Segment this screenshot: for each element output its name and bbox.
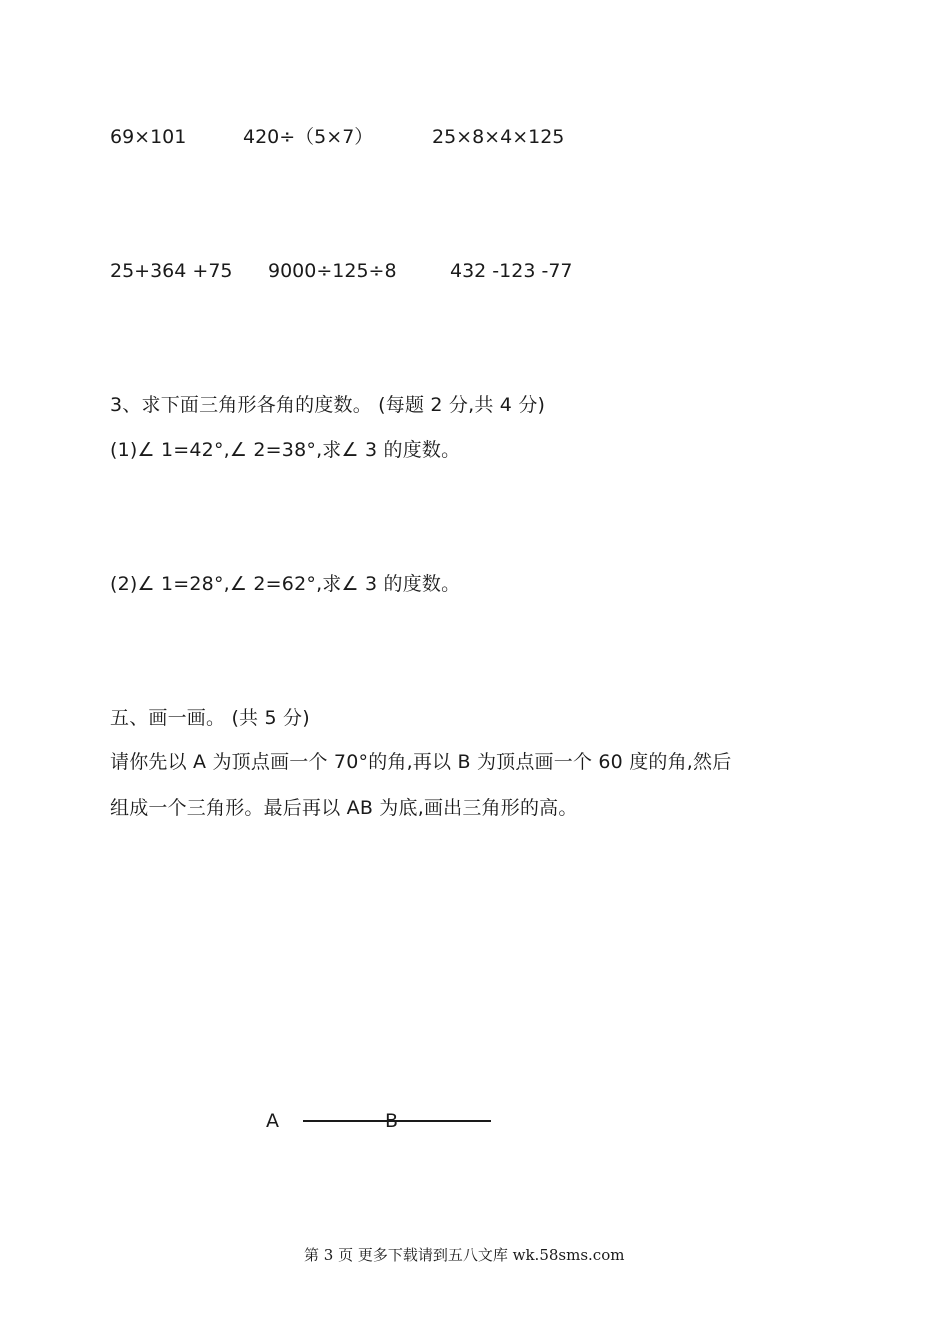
calc-expression: 9000÷125÷8 <box>268 260 397 282</box>
section-5-title: 五、画一画。 (共 5 分) <box>110 707 310 729</box>
page-footer: 第 3 页 更多下载请到五八文库 wk.58sms.com <box>304 1246 625 1264</box>
calc-expression: 432 -123 -77 <box>450 260 573 282</box>
section-3-title: 3、求下面三角形各角的度数。 (每题 2 分,共 4 分) <box>110 394 546 416</box>
instruction-line-1: 请你先以 A 为顶点画一个 70°的角,再以 B 为顶点画一个 60 度的角,然后 <box>110 751 732 773</box>
question-1: (1)∠ 1=42°,∠ 2=38°,求∠ 3 的度数。 <box>110 439 461 461</box>
calc-expression: 25+364 +75 <box>110 260 233 282</box>
calc-expression: 69×101 <box>110 126 187 148</box>
question-2: (2)∠ 1=28°,∠ 2=62°,求∠ 3 的度数。 <box>110 573 461 595</box>
point-b-label: B <box>385 1110 399 1132</box>
calc-expression: 25×8×4×125 <box>432 126 565 148</box>
point-a-label: A <box>266 1110 279 1132</box>
instruction-line-2: 组成一个三角形。最后再以 AB 为底,画出三角形的高。 <box>110 797 578 819</box>
calc-expression: 420÷（5×7） <box>243 126 374 148</box>
